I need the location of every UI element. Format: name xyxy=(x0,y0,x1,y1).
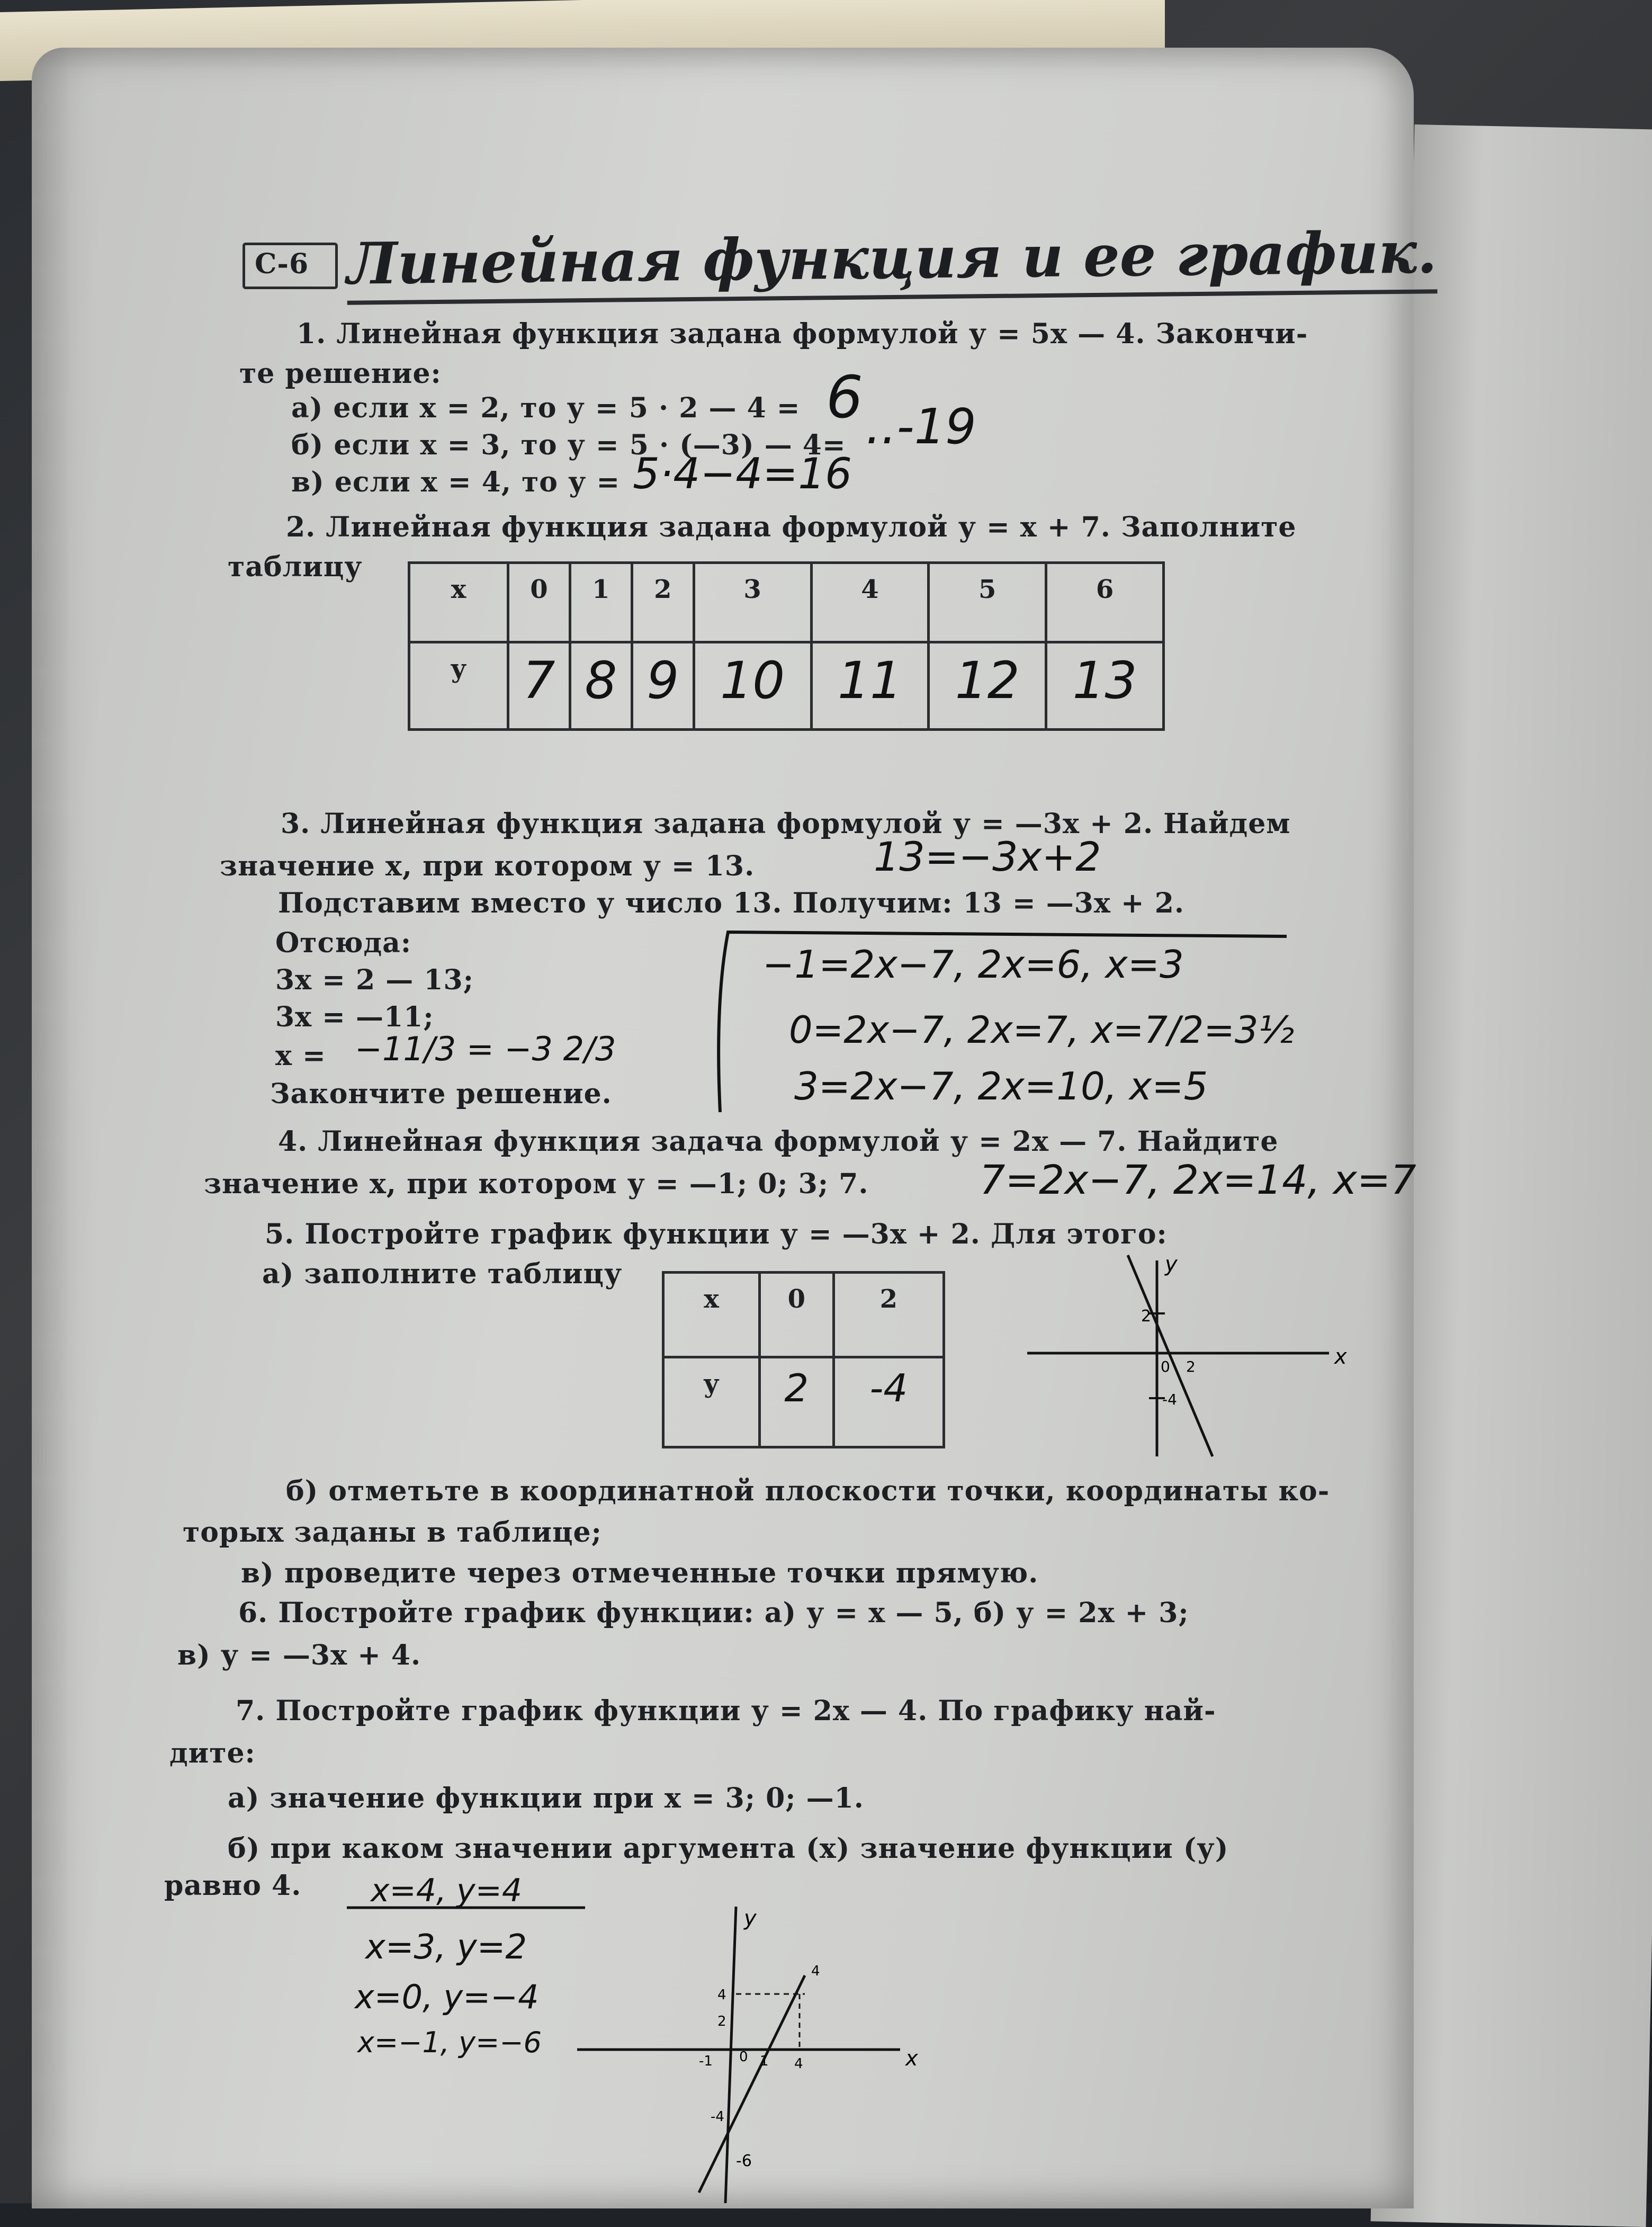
tick-label: 4 xyxy=(794,2056,803,2072)
task2-y-cell: 7 xyxy=(508,642,570,730)
task5-a: а) заполните таблицу xyxy=(262,1258,623,1290)
task1-line1: 1. Линейная функция задана формулой у = 5х — 4. Закончи- xyxy=(297,318,1308,350)
task1-b: б) если х = 3, то у = 5 · (—3) — 4= xyxy=(291,429,846,461)
task3-line6: 3х = —11; xyxy=(275,1001,434,1033)
graph-line xyxy=(1128,1255,1213,1456)
task2-y-cell: 12 xyxy=(929,642,1046,730)
tick-label: -6 xyxy=(736,2152,752,2170)
task1-c-answer: 5·4−4=16 xyxy=(633,449,852,498)
task3-line4: Отсюда: xyxy=(275,927,412,959)
task5-table xyxy=(662,1271,945,1448)
task5-y-cell: 2 xyxy=(760,1357,834,1447)
task2-x-cell: 6 xyxy=(1046,563,1164,642)
task2-table xyxy=(408,561,1165,731)
tick-label: 2 xyxy=(717,2014,726,2029)
task3-line7: х = xyxy=(275,1040,326,1072)
task4-hand-2: 0=2x−7, 2x=7, x=7/2=3½ xyxy=(789,1008,1295,1052)
task2-y-cell: 10 xyxy=(694,642,811,730)
task4-line2: значение х, при котором у = —1; 0; 3; 7. xyxy=(204,1168,869,1200)
task1-c: в) если х = 4, то у = xyxy=(291,466,621,498)
task1-b-answer: ..-19 xyxy=(866,398,976,455)
section-badge: С-6 xyxy=(243,243,338,289)
tick-label: 0 xyxy=(1161,1358,1170,1375)
task5-y-cell: -4 xyxy=(833,1357,944,1447)
task2-y-label: у xyxy=(409,642,508,730)
task7-b1: б) при каком значении аргумента (х) значение функции (у) xyxy=(228,1832,1229,1865)
tick-label: 1 xyxy=(760,2053,769,2069)
task2-x-cell: 4 xyxy=(811,563,929,642)
task4-hand-1: −1=2x−7, 2x=6, x=3 xyxy=(762,942,1184,987)
task2-x-cell: 5 xyxy=(929,563,1046,642)
tick-label: 4 xyxy=(717,1987,726,2003)
x-axis-label: x xyxy=(905,2046,918,2071)
task7-a: а) значение функции при х = 3; 0; —1. xyxy=(228,1782,864,1814)
task3-line5: 3х = 2 — 13; xyxy=(275,964,474,996)
task2-y-cell: 9 xyxy=(632,642,694,730)
task5-b2: торых заданы в таблице; xyxy=(183,1516,602,1549)
task1-a-answer: 6 xyxy=(826,363,863,431)
task5-c: в) проведите через отмеченные точки прямую. xyxy=(241,1557,1039,1589)
task7-hand-2: x=3, y=2 xyxy=(365,1928,527,1967)
task7-hand-4: x=−1, y=−6 xyxy=(357,2026,542,2059)
task3-line3: Подставим вместо у число 13. Получим: 13 = —3х + 2. xyxy=(278,887,1184,919)
task2-x-cell: 2 xyxy=(632,563,694,642)
y-axis-label: y xyxy=(744,1906,757,1930)
task2-y-cell: 8 xyxy=(570,642,632,730)
task5-y-label: у xyxy=(663,1357,760,1447)
task2-line1: 2. Линейная функция задана формулой у = х + 7. Заполните xyxy=(286,511,1297,543)
task5-b1: б) отметьте в координатной плоскости точки, координаты ко- xyxy=(286,1475,1330,1507)
task5-x-label: х xyxy=(663,1273,760,1357)
task5-x-cell: 0 xyxy=(760,1273,834,1357)
task5-line1: 5. Постройте график функции у = —3х + 2. Для этого: xyxy=(265,1218,1168,1250)
task3-hand-x: −11/3 = −3 2/3 xyxy=(355,1030,616,1068)
task3-hand-equation: 13=−3x+2 xyxy=(874,833,1101,880)
task2-x-cell: 0 xyxy=(508,563,570,642)
task7-graph xyxy=(572,1896,921,2203)
task3-line2: значение х, при котором у = 13. xyxy=(220,850,755,882)
task3-line1: 3. Линейная функция задана формулой у = —3х + 2. Найдем xyxy=(281,808,1291,840)
tick-label: 4 xyxy=(811,1963,820,1979)
graph-line xyxy=(699,1975,805,2193)
task1-line2: те решение: xyxy=(239,357,442,390)
task2-line2: таблицу xyxy=(228,551,363,583)
task2-y-cell: 13 xyxy=(1046,642,1164,730)
tick-label: 2 xyxy=(1141,1307,1152,1326)
task1-a: а) если х = 2, то у = 5 · 2 — 4 = xyxy=(291,392,801,424)
y-axis xyxy=(725,1907,736,2203)
task5-graph xyxy=(1022,1250,1350,1462)
task3-line8: Закончите решение. xyxy=(270,1078,612,1110)
task7-line1: 7. Постройте график функции у = 2х — 4. По графику най- xyxy=(236,1695,1216,1727)
task7-hand-3: x=0, y=−4 xyxy=(355,1978,539,2016)
tick-label: -4 xyxy=(711,2109,724,2125)
task2-y-cell: 11 xyxy=(811,642,929,730)
task7-hand-1: x=4, y=4 xyxy=(371,1872,523,1909)
task4-line1: 4. Линейная функция задача формулой у = 2х — 7. Найдите xyxy=(278,1125,1279,1158)
task4-hand-3: 3=2x−7, 2x=10, x=5 xyxy=(794,1064,1208,1108)
x-axis-label: x xyxy=(1334,1345,1347,1369)
task6-line2: в) у = —3х + 4. xyxy=(177,1639,421,1671)
task6-line1: 6. Постройте график функции: а) у = х — 5, б) у = 2х + 3; xyxy=(238,1597,1189,1629)
task5-x-cell: 2 xyxy=(833,1273,944,1357)
task4-hand-4: 7=2x−7, 2x=14, x=7 xyxy=(980,1156,1416,1203)
tick-label: -1 xyxy=(699,2053,713,2069)
y-axis-label: y xyxy=(1165,1252,1178,1276)
tick-label: -4 xyxy=(1162,1391,1177,1408)
task7-b2: равно 4. xyxy=(164,1870,302,1902)
page-title: Линейная функция и ее график. xyxy=(346,219,1437,305)
tick-label: 2 xyxy=(1186,1358,1196,1375)
task2-x-cell: 1 xyxy=(570,563,632,642)
task7-underline xyxy=(344,1901,588,1912)
task2-x-label: х xyxy=(409,563,508,642)
task7-line2: дите: xyxy=(169,1737,256,1769)
task2-x-cell: 3 xyxy=(694,563,811,642)
tick-label: 0 xyxy=(739,2049,748,2065)
